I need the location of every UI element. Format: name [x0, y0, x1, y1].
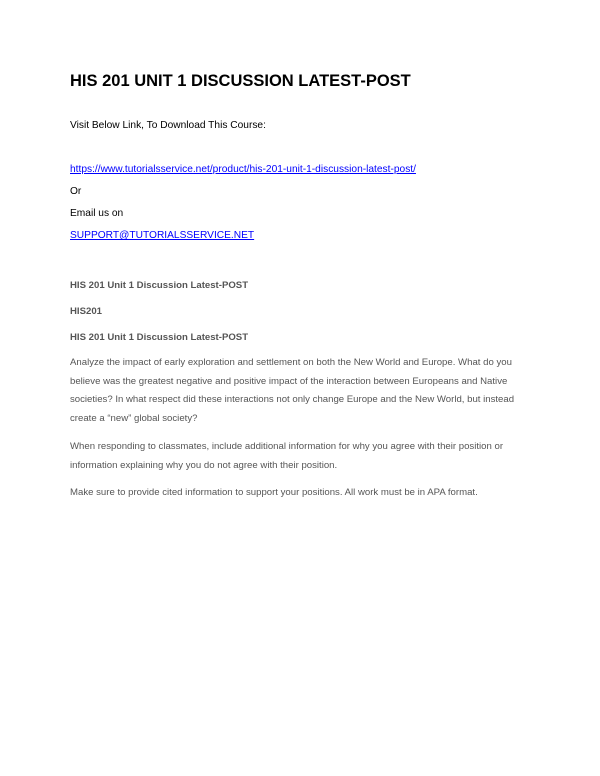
support-email-link[interactable]: SUPPORT@TUTORIALSSERVICE.NET [70, 230, 255, 241]
section-heading: HIS 201 Unit 1 Discussion Latest-POST [70, 280, 249, 291]
email-label: Email us on [70, 208, 124, 219]
document-title: HIS 201 UNIT 1 DISCUSSION LATEST-POST [70, 72, 411, 90]
course-code: HIS201 [70, 306, 102, 317]
prompt-paragraph: Analyze the impact of early exploration and settlement on both the New World and Europe. What do you believe was the greatest negative and positive impact of the interaction between Europeans and Native societies? In what respect did these interactions not only change Europe and the New World, but instead create a “new” global society? [70, 357, 515, 424]
or-text: Or [70, 186, 82, 197]
responding-paragraph: When responding to classmates, include additional information for why you agree with their position or information explaining why you do not agree with their position. [70, 441, 504, 471]
citation-paragraph: Make sure to provide cited information to support your positions. All work must be in APA format. [70, 487, 478, 498]
discussion-heading: HIS 201 Unit 1 Discussion Latest-POST [70, 332, 249, 343]
visit-instruction: Visit Below Link, To Download This Course: [70, 120, 266, 131]
course-download-link[interactable]: https://www.tutorialsservice.net/product/his-201-unit-1-discussion-latest-post/ [70, 164, 416, 175]
